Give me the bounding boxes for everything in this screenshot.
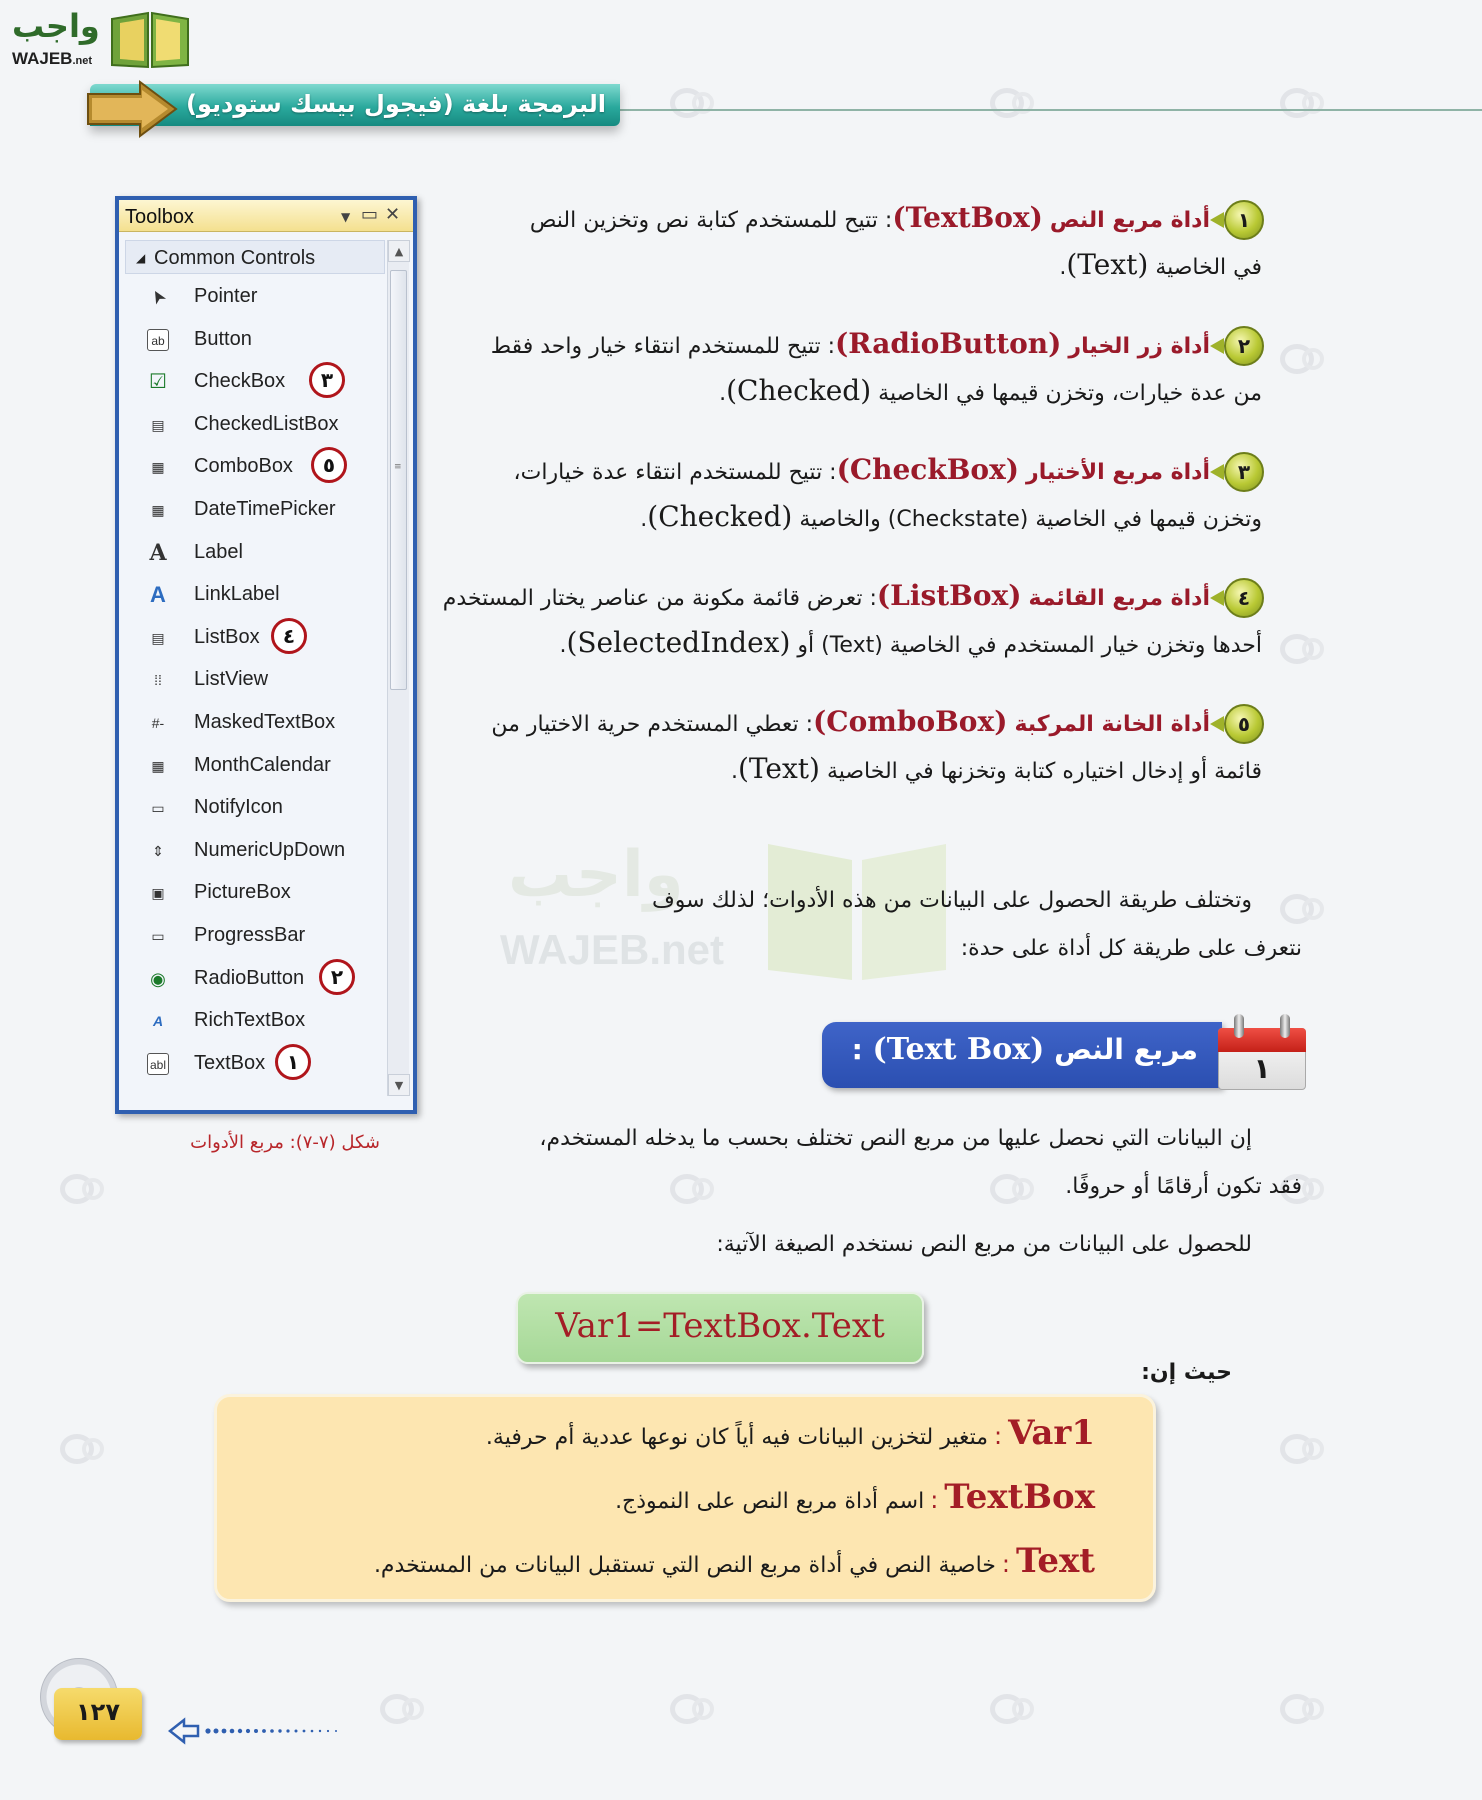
watermark-logo [670,1170,800,1210]
watermark-logo [670,84,800,124]
feature-line-2 [450,495,1262,542]
toolbox-item[interactable] [129,619,389,655]
watermark-logo [670,1690,800,1730]
feature-number-bullet [1218,704,1264,744]
feature-item [450,448,1262,542]
feature-property: (Checked) [647,500,793,533]
maximize-icon[interactable]: ▭ [361,204,379,225]
group-label: Common Controls [154,247,316,269]
pointer-icon: ➤ [145,285,171,309]
callout-number-badge: ١ [275,1044,311,1080]
toolbox-item-label: MonthCalendar [194,753,331,776]
feature-detail: أحدها وتخزن خيار المستخدم في الخاصية (Text) أو [797,633,1262,658]
toolbox-item-label: ListBox [194,625,260,648]
feature-detail: قائمة أو إدخال اختياره كتابة وتخزنها في الخاصية [826,759,1262,784]
toolbox-item-label: ProgressBar [194,924,306,946]
section-number: ١ [1253,1052,1271,1085]
toolbox-item-label: ComboBox [194,455,293,478]
section-heading [822,1022,1222,1088]
toolbox-item[interactable] [129,917,389,953]
feature-property: (SelectedIndex) [566,626,791,659]
feature-item [450,196,1262,290]
maskedtextbox-icon: #- [151,715,165,731]
bullet-arrow-icon [1210,464,1224,480]
feature-property: (Text) [737,752,820,785]
definitions-box [214,1394,1156,1602]
notifyicon-icon: ▭ [151,800,165,817]
definition-row [486,1413,1095,1453]
feature-title: أداة مربع النص [1049,208,1210,233]
close-icon[interactable]: ✕ [385,204,401,225]
checkedlistbox-icon: ▤ [151,416,165,433]
toolbox-item-label: RichTextBox [194,1009,306,1032]
feature-number-bullet [1218,200,1264,240]
toolbox-item[interactable] [129,321,389,357]
toolbox-item[interactable] [129,278,389,314]
callout-number-badge: ٤ [271,618,307,654]
formula-text: Var1=TextBox.Text [555,1306,885,1346]
feature-english-name: (CheckBox) [836,453,1020,486]
button-icon: ab [147,329,169,351]
feature-line-1 [450,700,1210,747]
toolbox-item[interactable] [129,406,389,442]
watermark-logo [1280,84,1410,124]
feature-number-bullet [1218,326,1264,366]
body-line-2: فقد تكون أرقامًا أو حروفًا. [1065,1174,1302,1199]
definition-term: Var1 [1008,1413,1095,1453]
feature-detail: من عدة خيارات، وتخزن قيمها في الخاصية [878,381,1262,406]
definition-term: Text [1015,1541,1095,1581]
feature-number: ١ [1224,200,1264,240]
feature-title: أداة زر الخيار [1068,334,1210,359]
scroll-up-icon[interactable]: ▲ [388,240,410,262]
toolbox-item[interactable] [129,363,389,399]
toolbox-window[interactable] [115,196,417,1114]
feature-number: ٣ [1224,452,1264,492]
banner-arrow-icon [86,80,178,138]
watermark-logo [990,1690,1120,1730]
toolbox-item-label: PictureBox [194,881,291,904]
feature-period: . [559,633,567,658]
feature-english-name: (TextBox) [892,201,1043,234]
grip-icon: ≡ [394,462,402,472]
toolbox-item-label: NumericUpDown [194,838,346,861]
label-icon: A [149,539,167,566]
logo-latin: WAJEB.net [12,49,93,68]
body-line-3: للحصول على البيانات من مربع النص نستخدم الصيغة الآتية: [716,1232,1252,1257]
definition-description: اسم أداة مربع النص على النموذج. [615,1489,925,1514]
feature-property: (Text) [1066,248,1149,281]
feature-period: . [1059,255,1067,280]
toolbox-item[interactable] [129,491,389,527]
toolbox-title: Toolbox [125,206,194,228]
toolbox-item[interactable] [129,576,389,612]
feature-period: . [719,381,727,406]
back-arrow-icon[interactable] [168,1716,348,1746]
datetimepicker-icon: ▦ [151,502,165,518]
radiobutton-icon: ◉ [150,968,166,989]
checkbox-icon: ☑ [149,371,167,394]
feature-item [450,700,1262,794]
feature-title: أداة الخانة المركبة [1014,712,1210,737]
watermark-logo [60,1430,190,1470]
watermark-logo [60,1170,190,1210]
definition-description: متغير لتخزين البيانات فيه أياً كان نوعها عددية أم حرفية. [485,1425,989,1450]
logo-arabic: واجب [12,7,100,45]
combobox-icon: ▦ [151,459,165,476]
feature-description: : تتيح للمستخدم انتقاء عدة خيارات، [513,460,837,485]
dropdown-arrow-icon[interactable]: ▼ [341,210,351,224]
toolbox-item-label: CheckedListBox [194,412,339,435]
toolbox-item[interactable] [129,704,389,740]
toolbox-item[interactable] [129,1045,389,1081]
toolbox-item[interactable] [129,789,389,825]
bullet-arrow-icon [1210,716,1224,732]
feature-title: أداة مربع الأختيار [1026,460,1210,485]
feature-title: أداة مربع القائمة [1028,586,1210,611]
toolbox-item[interactable] [129,1002,389,1038]
where-label: حيث إن: [1141,1360,1232,1385]
bullet-arrow-icon [1210,590,1224,606]
watermark-logo [1280,1690,1410,1730]
picturebox-icon: ▣ [151,885,165,902]
toolbox-item-label: Label [194,540,243,563]
feature-description: : تتيح للمستخدم انتقاء خيار واحد فقط [490,334,836,359]
watermark-logo [1280,630,1410,670]
feature-english-name: (RadioButton) [835,327,1062,360]
watermark-logo [1280,890,1410,930]
toolbox-item-label: CheckBox [194,370,286,393]
watermark-logo [1280,340,1410,380]
wajeb-logo[interactable] [10,5,195,71]
formula-box [516,1292,924,1364]
toolbox-item-label: RadioButton [194,966,305,989]
definition-row [374,1541,1095,1581]
feature-line-1 [450,448,1210,495]
watermark-logo [1280,1430,1410,1470]
definition-colon: : [1001,1550,1010,1578]
toolbox-item-label: Pointer [194,285,258,307]
feature-item [442,574,1262,668]
feature-line-2 [450,243,1262,290]
bullet-arrow-icon [1210,338,1224,354]
feature-line-2 [450,621,1262,668]
toolbox-item-label: LinkLabel [194,583,280,606]
intro-line-1: وتختلف طريقة الحصول على البيانات من هذه الأدوات؛ لذلك سوف [651,888,1252,913]
chapter-title: البرمجة بلغة (فيجول بيسك ستوديو) [185,90,606,118]
open-book-icon [108,9,192,69]
toolbox-item[interactable] [129,747,389,783]
feature-line-1 [442,574,1210,621]
toolbox-item-label: Button [194,327,252,350]
toolbox-item-label: NotifyIcon [194,796,283,819]
feature-period: . [640,507,648,532]
definition-colon: : [994,1422,1003,1450]
feature-line-2 [450,747,1262,794]
feature-detail: وتخزن قيمها في الخاصية (Checkstate) والخاصية [799,507,1262,532]
progressbar-icon: ▭ [151,928,165,944]
toolbox-titlebar [119,200,413,232]
bullet-arrow-icon [1210,212,1224,228]
header-rule [560,109,1482,111]
callout-number-badge: ٢ [319,959,355,995]
page-number: ١٢٧ [76,1698,120,1726]
toolbox-item[interactable] [129,661,389,697]
richtextbox-icon: A [152,1013,164,1030]
toolbox-item[interactable] [129,448,389,484]
feature-line-1 [450,322,1210,369]
listview-icon: ⁞⁞ [154,672,162,689]
toolbox-item-label: ListView [194,668,269,691]
definition-row [615,1477,1095,1517]
toolbox-item-label: MaskedTextBox [194,711,336,733]
feature-number-bullet [1218,452,1264,492]
toolbox-item-label: TextBox [194,1051,266,1074]
toolbox-item[interactable] [129,534,389,570]
numericupdown-icon: ⇕ [152,842,164,859]
listbox-icon: ▤ [151,629,165,646]
watermark-arabic: واجب [508,838,684,912]
common-controls-group[interactable] [125,240,385,274]
textbox-icon: abl [147,1053,169,1075]
feature-description: : تعطي المستخدم حرية الاختيار من [491,712,814,737]
toolbox-scrollbar[interactable] [387,240,409,1096]
feature-property: (Checked) [726,374,872,407]
feature-period: . [730,759,738,784]
definition-term: TextBox [944,1477,1095,1517]
scroll-down-icon[interactable]: ▼ [388,1074,410,1096]
feature-description: : تتيح للمستخدم كتابة نص وتخزين النص [529,208,893,233]
watermark-logo [990,84,1120,124]
feature-number: ٢ [1224,326,1264,366]
section-heading-text: مربع النص (Text Box) : [851,1032,1198,1067]
feature-detail: في الخاصية [1155,255,1262,280]
toolbox-item[interactable] [129,874,389,910]
collapse-triangle-icon[interactable]: ◢ [136,251,146,265]
feature-number: ٥ [1224,704,1264,744]
feature-number: ٤ [1224,578,1264,618]
intro-line-2: نتعرف على طريقة كل أداة على حدة: [960,936,1302,961]
definition-colon: : [930,1486,939,1514]
callout-number-badge: ٥ [311,447,347,483]
toolbox-item[interactable] [129,832,389,868]
toolbox-item[interactable] [129,960,389,996]
page-number-tab [54,1688,142,1740]
feature-line-1 [450,196,1210,243]
feature-english-name: (ComboBox) [813,705,1008,738]
toolbox-item-label: DateTimePicker [194,498,336,520]
feature-number-bullet [1218,578,1264,618]
definition-description: خاصية النص في أداة مربع النص التي تستقبل البيانات من المستخدم. [373,1553,996,1578]
feature-line-2 [450,369,1262,416]
feature-description: : تعرض قائمة مكونة من عناصر يختار المستخدم [442,586,877,611]
watermark-latin: WAJEB.net [500,926,725,973]
monthcalendar-icon: ▦ [151,757,165,774]
feature-item [450,322,1262,416]
figure-caption: شكل (٧-٧): مربع الأدوات [190,1132,380,1153]
callout-number-badge: ٣ [309,362,345,398]
linklabel-icon: A [150,582,166,608]
body-line-1: إن البيانات التي نحصل عليها من مربع النص تختلف بحسب ما يدخله المستخدم، [539,1126,1252,1151]
calendar-number-icon [1218,1014,1306,1090]
watermark-logo [380,1690,510,1730]
scroll-thumb[interactable] [390,270,407,690]
feature-english-name: (ListBox) [876,579,1022,612]
